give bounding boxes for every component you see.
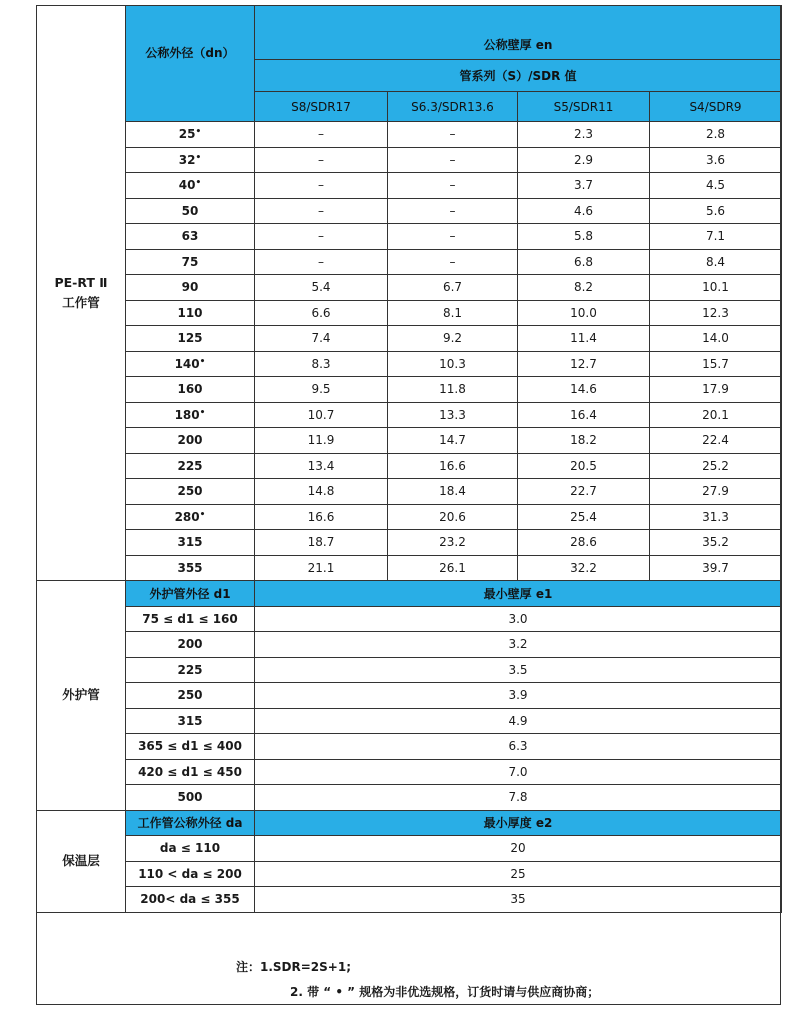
wall-value-cell: 10.3 xyxy=(388,351,518,377)
wall-value-cell: 10.0 xyxy=(518,300,650,326)
wall-value-cell: 21.1 xyxy=(255,555,388,581)
wall-value-cell: 10.7 xyxy=(255,402,388,428)
wall-value-cell: 22.7 xyxy=(518,479,650,505)
wall-value-cell: 10.1 xyxy=(650,275,782,301)
wall-value-cell: 8.3 xyxy=(255,351,388,377)
wall-value-cell: – xyxy=(255,249,388,275)
wall-value-cell: 11.8 xyxy=(388,377,518,403)
column-header: S8/SDR17 xyxy=(255,92,388,122)
wall-value-cell: 39.7 xyxy=(650,555,782,581)
wall-value-cell: 11.9 xyxy=(255,428,388,454)
wall-value-cell: 27.9 xyxy=(650,479,782,505)
non-preferred-mark: • xyxy=(199,509,206,520)
wall-value-cell: 8.1 xyxy=(388,300,518,326)
wall-value-cell: 20.5 xyxy=(518,453,650,479)
dn-value: 160 xyxy=(177,382,203,397)
wall-value-cell: 7.4 xyxy=(255,326,388,352)
wall-value-cell: 6.8 xyxy=(518,249,650,275)
casing-thickness-cell: 6.3 xyxy=(255,734,782,760)
insulation-diameter-cell: 110 < da ≤ 200 xyxy=(126,861,255,887)
dn-value: 200 xyxy=(177,433,203,448)
group-label-insulation: 保温层 xyxy=(37,810,126,912)
group-label-pipe: PE-RT Ⅱ 工作管 xyxy=(37,6,126,581)
wall-value-cell: 11.4 xyxy=(518,326,650,352)
wall-value-cell: 14.8 xyxy=(255,479,388,505)
casing-thickness-cell: 3.0 xyxy=(255,606,782,632)
wall-value-cell: 6.7 xyxy=(388,275,518,301)
wall-value-cell: 3.7 xyxy=(518,173,650,199)
wall-value-cell: 23.2 xyxy=(388,530,518,556)
insulation-thickness-cell: 20 xyxy=(255,836,782,862)
wall-value-cell: 22.4 xyxy=(650,428,782,454)
wall-value-cell: 28.6 xyxy=(518,530,650,556)
dn-value: 110 xyxy=(177,305,203,320)
casing-thickness-cell: 7.8 xyxy=(255,785,782,811)
wall-value-cell: 9.2 xyxy=(388,326,518,352)
wall-value-cell: 16.6 xyxy=(255,504,388,530)
wall-value-cell: 15.7 xyxy=(650,351,782,377)
wall-value-cell: 8.2 xyxy=(518,275,650,301)
casing-diameter-cell: 250 xyxy=(126,683,255,709)
wall-value-cell: 14.7 xyxy=(388,428,518,454)
wall-value-cell: 35.2 xyxy=(650,530,782,556)
non-preferred-mark: • xyxy=(195,127,202,138)
wall-value-cell: 7.1 xyxy=(650,224,782,250)
casing-diameter-cell: 75 ≤ d1 ≤ 160 xyxy=(126,606,255,632)
dn-value: 40 xyxy=(178,178,196,193)
dn-value: 180 xyxy=(174,407,200,422)
page-frame xyxy=(36,5,781,1005)
wall-value-cell: 25.4 xyxy=(518,504,650,530)
wall-value-cell: – xyxy=(388,147,518,173)
wall-value-cell: – xyxy=(255,173,388,199)
dn-value: 50 xyxy=(181,203,199,218)
wall-value-cell: 4.5 xyxy=(650,173,782,199)
wall-thickness-header: 公称壁厚 en xyxy=(255,6,782,60)
wall-value-cell: – xyxy=(388,173,518,199)
casing-thickness-cell: 3.2 xyxy=(255,632,782,658)
insulation-right-header: 最小厚度 e2 xyxy=(255,810,782,836)
wall-value-cell: – xyxy=(255,122,388,148)
casing-diameter-cell: 200 xyxy=(126,632,255,658)
wall-value-cell: 32.2 xyxy=(518,555,650,581)
wall-value-cell: 18.7 xyxy=(255,530,388,556)
wall-value-cell: 8.4 xyxy=(650,249,782,275)
non-preferred-mark: • xyxy=(195,178,202,189)
group-label-casing: 外护管 xyxy=(37,581,126,811)
casing-diameter-cell: 225 xyxy=(126,657,255,683)
wall-value-cell: 5.8 xyxy=(518,224,650,250)
dn-value: 250 xyxy=(177,484,203,499)
wall-value-cell: 18.2 xyxy=(518,428,650,454)
casing-thickness-cell: 3.9 xyxy=(255,683,782,709)
non-preferred-mark: • xyxy=(199,356,206,367)
wall-value-cell: 13.3 xyxy=(388,402,518,428)
dn-value: 90 xyxy=(181,280,199,295)
casing-thickness-cell: 3.5 xyxy=(255,657,782,683)
dn-value: 75 xyxy=(181,254,199,269)
wall-value-cell: 20.1 xyxy=(650,402,782,428)
wall-value-cell: 16.6 xyxy=(388,453,518,479)
wall-value-cell: 6.6 xyxy=(255,300,388,326)
wall-value-cell: 14.0 xyxy=(650,326,782,352)
casing-right-header: 最小壁厚 e1 xyxy=(255,581,782,607)
wall-value-cell: 12.3 xyxy=(650,300,782,326)
note-line-1: 注：1.SDR=2S+1; xyxy=(236,960,352,974)
wall-value-cell: – xyxy=(255,147,388,173)
column-header: S4/SDR9 xyxy=(650,92,782,122)
wall-value-cell: 5.4 xyxy=(255,275,388,301)
insulation-diameter-cell: 200< da ≤ 355 xyxy=(126,887,255,913)
wall-value-cell: 17.9 xyxy=(650,377,782,403)
wall-value-cell: – xyxy=(255,224,388,250)
series-header: 管系列（S）/SDR 值 xyxy=(255,60,782,92)
note-line-2: 2. 带 “ • ” 规格为非优选规格，订货时请与供应商协商； xyxy=(290,985,600,999)
wall-value-cell: – xyxy=(255,198,388,224)
dn-value: 125 xyxy=(177,331,203,346)
wall-value-cell: 25.2 xyxy=(650,453,782,479)
dn-value: 32 xyxy=(178,152,196,167)
dn-value: 315 xyxy=(177,535,203,550)
wall-value-cell: – xyxy=(388,249,518,275)
wall-value-cell: 2.9 xyxy=(518,147,650,173)
casing-thickness-cell: 7.0 xyxy=(255,759,782,785)
dn-value: 280 xyxy=(174,509,200,524)
column-header: S6.3/SDR13.6 xyxy=(388,92,518,122)
non-preferred-mark: • xyxy=(195,152,202,163)
wall-value-cell: 18.4 xyxy=(388,479,518,505)
wall-value-cell: 31.3 xyxy=(650,504,782,530)
casing-diameter-cell: 500 xyxy=(126,785,255,811)
casing-diameter-cell: 315 xyxy=(126,708,255,734)
wall-value-cell: – xyxy=(388,198,518,224)
casing-diameter-cell: 420 ≤ d1 ≤ 450 xyxy=(126,759,255,785)
dn-value: 355 xyxy=(177,560,203,575)
insulation-diameter-cell: da ≤ 110 xyxy=(126,836,255,862)
wall-value-cell: – xyxy=(388,122,518,148)
dn-value: 225 xyxy=(177,458,203,473)
casing-thickness-cell: 4.9 xyxy=(255,708,782,734)
dn-value: 63 xyxy=(181,229,199,244)
wall-value-cell: 3.6 xyxy=(650,147,782,173)
dn-value: 25 xyxy=(178,127,196,142)
insulation-left-header: 工作管公称外径 da xyxy=(126,810,255,836)
wall-value-cell: 4.6 xyxy=(518,198,650,224)
column-header: S5/SDR11 xyxy=(518,92,650,122)
wall-value-cell: 9.5 xyxy=(255,377,388,403)
wall-value-cell: 20.6 xyxy=(388,504,518,530)
insulation-thickness-cell: 25 xyxy=(255,861,782,887)
dn-value: 140 xyxy=(174,356,200,371)
wall-value-cell: 13.4 xyxy=(255,453,388,479)
wall-value-cell: 14.6 xyxy=(518,377,650,403)
wall-value-cell: 2.8 xyxy=(650,122,782,148)
casing-left-header: 外护管外径 d1 xyxy=(126,581,255,607)
insulation-thickness-cell: 35 xyxy=(255,887,782,913)
wall-value-cell: 5.6 xyxy=(650,198,782,224)
wall-value-cell: 12.7 xyxy=(518,351,650,377)
wall-value-cell: 2.3 xyxy=(518,122,650,148)
wall-value-cell: 16.4 xyxy=(518,402,650,428)
casing-diameter-cell: 365 ≤ d1 ≤ 400 xyxy=(126,734,255,760)
wall-value-cell: – xyxy=(388,224,518,250)
non-preferred-mark: • xyxy=(199,407,206,418)
wall-value-cell: 26.1 xyxy=(388,555,518,581)
dn-header: 公称外径（dn） xyxy=(126,6,255,122)
